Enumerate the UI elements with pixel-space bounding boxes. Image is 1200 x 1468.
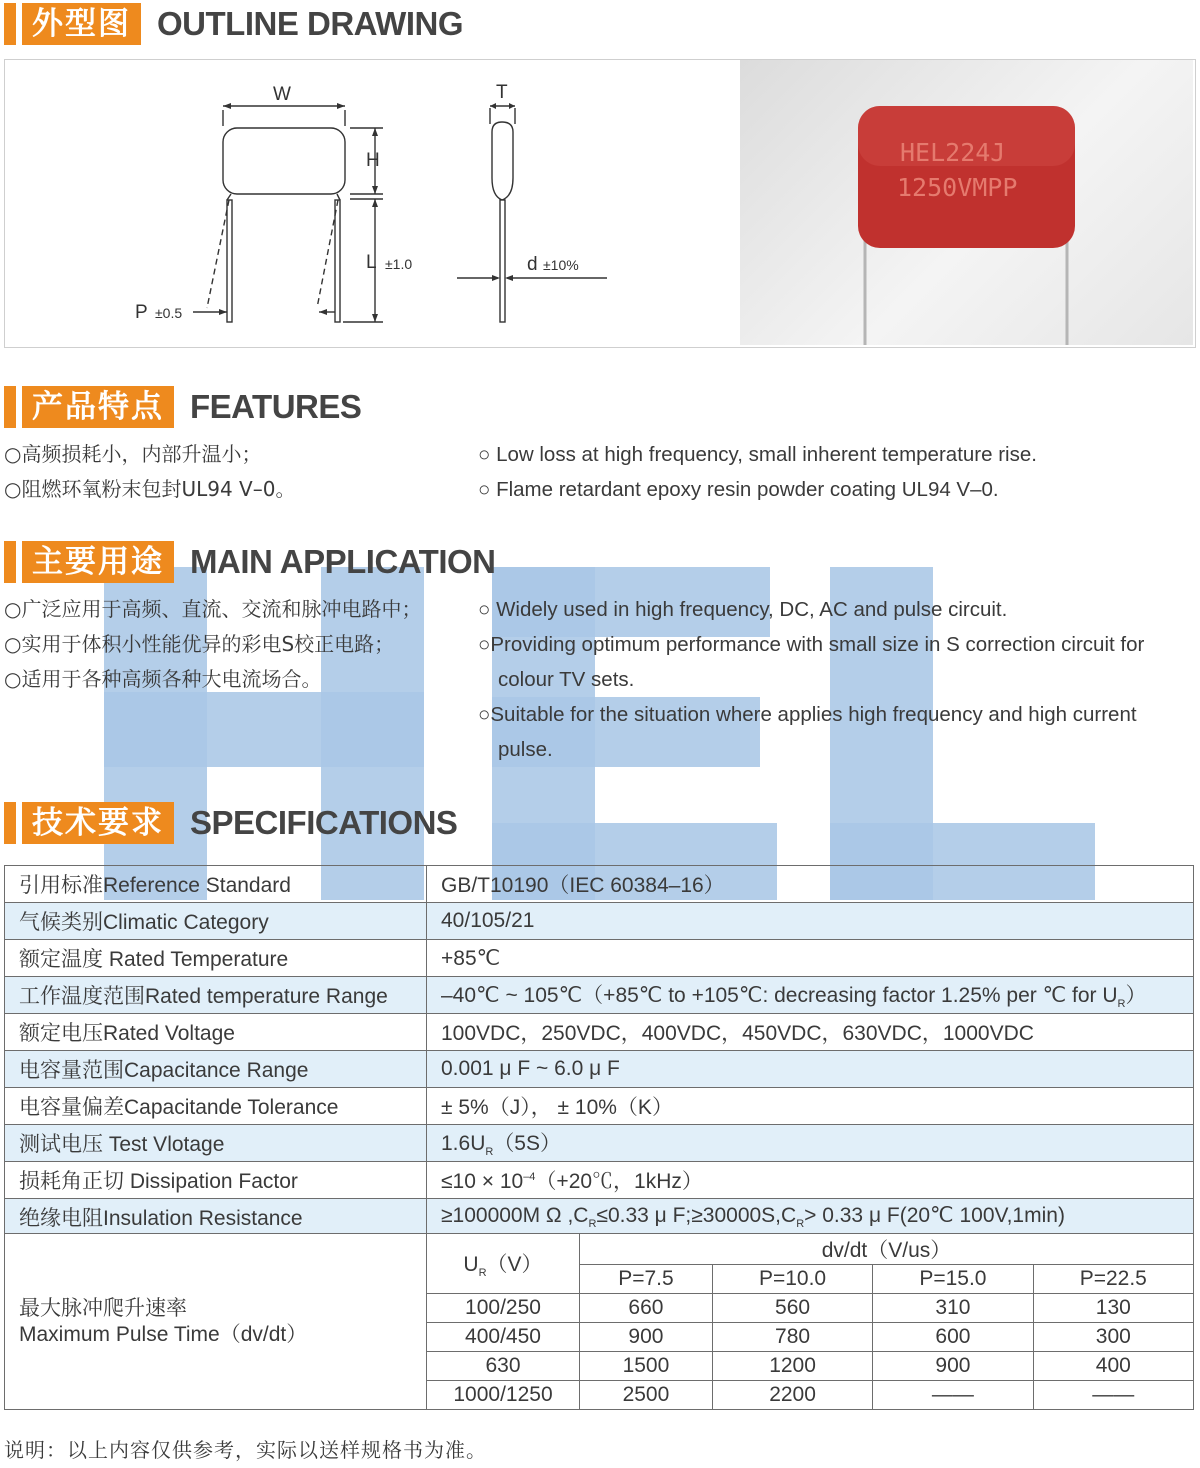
list-item: ○Providing optimum performance with small size in S correction circuit for: [478, 633, 1145, 656]
spec-value: 100VDC，250VDC，400VDC，450VDC，630VDC，1000VDC: [427, 1014, 1194, 1051]
ur-cell: 1000/1250: [427, 1381, 580, 1410]
section-title-en: SPECIFICATIONS: [190, 804, 458, 841]
section-header-outline: [4, 3, 463, 45]
spec-value-text: 1.6U: [441, 1132, 486, 1156]
section-header-application: [4, 541, 495, 583]
spec-label: 气候类别Climatic Category: [5, 903, 427, 940]
table-row: [5, 940, 1194, 977]
table-row: [5, 1125, 1194, 1162]
ur-sub: R: [478, 1267, 487, 1280]
spec-label: 引用标准Reference Standard: [5, 866, 427, 903]
spec-label: 绝缘电阻Insulation Resistance: [5, 1199, 427, 1236]
spec-value: [427, 977, 1194, 1014]
spec-table: [4, 865, 1194, 1236]
pitch-header: P=15.0: [873, 1265, 1033, 1294]
application-en-list: [478, 592, 1144, 767]
features-cn-list: [4, 437, 295, 507]
pulse-label: [5, 1234, 427, 1410]
application-cn-list: [4, 592, 421, 697]
spec-value: [427, 1162, 1194, 1199]
spec-value-tail: （5S）: [493, 1132, 561, 1156]
spec-value-sub: R: [796, 1218, 805, 1231]
ur-head: U: [463, 1252, 479, 1276]
value-cell: 780: [712, 1323, 872, 1352]
dvdt-header: dv/dt（V/us）: [580, 1234, 1194, 1265]
table-row: [5, 1051, 1194, 1088]
pitch-header: P=22.5: [1033, 1265, 1193, 1294]
table-row: [5, 1234, 1194, 1265]
value-cell: 400: [1033, 1352, 1193, 1381]
list-item-continued: pulse.: [498, 738, 553, 761]
table-row: [5, 1088, 1194, 1125]
capacitor-marking-2: 1250VMPP: [897, 173, 1018, 202]
spec-value: 40/105/21: [427, 903, 1194, 940]
section-title-cn: 产品特点: [22, 386, 174, 428]
spec-value-tail: ≤0.33 μ F;≥30000S,C: [596, 1204, 797, 1228]
section-title-en: MAIN APPLICATION: [190, 543, 496, 580]
table-row: [5, 1162, 1194, 1199]
spec-label: 电容量范围Capacitance Range: [5, 1051, 427, 1088]
spec-label: 损耗角正切 Dissipation Factor: [5, 1162, 427, 1199]
pulse-label-en: Maximum Pulse Time（dv/dt）: [19, 1322, 308, 1346]
spec-value: +85℃: [427, 940, 1194, 977]
spec-value-sub: R: [485, 1146, 494, 1159]
dim-t-label: T: [496, 82, 508, 103]
spec-value-text: –40℃ ~ 105℃（+85℃ to +105℃: decreasing factor 1.25% per ℃ for U: [441, 984, 1118, 1008]
table-row: [5, 866, 1194, 903]
dim-d-tol: ±10%: [543, 257, 579, 273]
spec-label: 测试电压 Test Vlotage: [5, 1125, 427, 1162]
spec-value: GB/T10190（IEC 60384–16）: [427, 866, 1194, 903]
section-title-cn: 主要用途: [22, 541, 174, 583]
list-item: ○阻燃环氧粉末包封UL94 V–0。: [4, 477, 296, 501]
spec-value-text: ≥100000M Ω ,C: [441, 1204, 589, 1228]
list-item: ○实用于体积小性能优异的彩电S校正电路；: [4, 632, 395, 656]
pitch-header: P=7.5: [580, 1265, 713, 1294]
dim-p-label: P: [135, 302, 148, 323]
value-cell: 310: [873, 1294, 1033, 1323]
list-item: ○高频损耗小，内部升温小；: [4, 442, 262, 466]
ur-unit: （V）: [486, 1252, 543, 1276]
spec-value-sup: –4: [523, 1171, 536, 1183]
value-cell: ——: [873, 1381, 1033, 1410]
list-item: ○适用于各种高频各种大电流场合。: [4, 667, 322, 691]
list-item: ○Suitable for the situation where applies high frequency and high current: [478, 703, 1137, 726]
value-cell: 130: [1033, 1294, 1193, 1323]
value-cell: 600: [873, 1323, 1033, 1352]
dim-l-label: L: [366, 252, 377, 273]
table-row: [5, 977, 1194, 1014]
spec-label: 电容量偏差Capacitande Tolerance: [5, 1088, 427, 1125]
capacitor-marking-1: HEL224J: [900, 138, 1006, 167]
outline-drawing: [5, 60, 740, 347]
value-cell: 560: [712, 1294, 872, 1323]
spec-value-sub: R: [1117, 998, 1126, 1011]
spec-value-tail: > 0.33 μ F(20℃ 100V,1min): [804, 1204, 1065, 1228]
spec-label: 工作温度范围Rated temperature Range: [5, 977, 427, 1014]
spec-label: 额定电压Rated Voltage: [5, 1014, 427, 1051]
dim-p-tol: ±0.5: [155, 305, 183, 321]
value-cell: 900: [580, 1323, 713, 1352]
ur-cell: 100/250: [427, 1294, 580, 1323]
table-row: [5, 1014, 1194, 1051]
list-item: ○ Flame retardant epoxy resin powder coating UL94 V–0.: [478, 478, 999, 501]
list-item: ○广泛应用于高频、直流、交流和脉冲电路中；: [4, 597, 422, 621]
section-title-cn: 外型图: [22, 3, 141, 45]
value-cell: 1200: [712, 1352, 872, 1381]
section-header-specs: [4, 802, 457, 844]
capacitor-photo: [740, 60, 1193, 345]
value-cell: ——: [1033, 1381, 1193, 1410]
section-title-cn: 技术要求: [22, 802, 174, 844]
spec-value: ± 5%（J）， ± 10%（K）: [427, 1088, 1194, 1125]
value-cell: 900: [873, 1352, 1033, 1381]
ur-header: [427, 1234, 580, 1294]
pitch-header: P=10.0: [712, 1265, 872, 1294]
features-en-list: [478, 437, 1037, 507]
dim-d-label: d: [527, 254, 538, 275]
table-row: [5, 1199, 1194, 1236]
value-cell: 300: [1033, 1323, 1193, 1352]
footnote: 说明：以上内容仅供参考，实际以送样规格书为准。: [4, 1438, 487, 1462]
spec-value-text: ≤10 × 10: [441, 1170, 524, 1193]
list-item-continued: colour TV sets.: [498, 668, 635, 691]
ur-cell: 400/450: [427, 1323, 580, 1352]
pulse-label-cn: 最大脉冲爬升速率: [19, 1296, 187, 1320]
value-cell: 2500: [580, 1381, 713, 1410]
pulse-table: [4, 1233, 1194, 1410]
spec-value-tail: （+20℃，1kHz）: [535, 1170, 703, 1193]
spec-value: 0.001 μ F ~ 6.0 μ F: [427, 1051, 1194, 1088]
spec-label: 额定温度 Rated Temperature: [5, 940, 427, 977]
list-item: ○ Widely used in high frequency, DC, AC and pulse circuit.: [478, 598, 1008, 621]
value-cell: 2200: [712, 1381, 872, 1410]
dim-l-tol: ±1.0: [385, 256, 413, 272]
section-title-en: FEATURES: [190, 388, 362, 425]
list-item: ○ Low loss at high frequency, small inherent temperature rise.: [478, 443, 1037, 466]
section-title-en: OUTLINE DRAWING: [157, 5, 463, 42]
spec-value: [427, 1199, 1194, 1236]
spec-value-sub: R: [588, 1218, 597, 1231]
table-row: [5, 903, 1194, 940]
ur-cell: 630: [427, 1352, 580, 1381]
dim-w-label: W: [273, 84, 291, 105]
dim-h-label: H: [366, 150, 380, 171]
value-cell: 660: [580, 1294, 713, 1323]
spec-value: [427, 1125, 1194, 1162]
section-header-features: [4, 386, 361, 428]
value-cell: 1500: [580, 1352, 713, 1381]
spec-value-tail: ）: [1125, 984, 1147, 1008]
